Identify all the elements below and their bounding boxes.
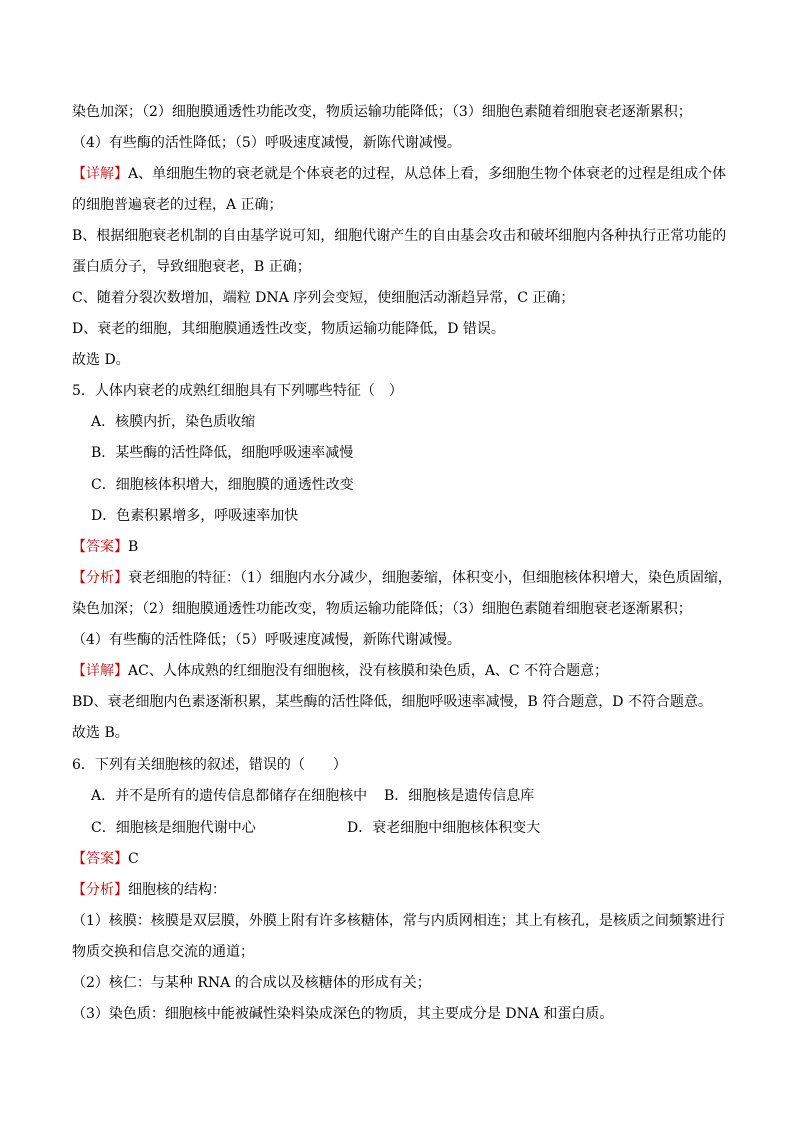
analysis-line: 【分析】细胞核的结构：	[72, 882, 226, 898]
text-line: （4）有些酶的活性降低；（5）呼吸速度减慢，新陈代谢减慢。	[72, 135, 461, 151]
text-line: 物质交换和信息交流的通道；	[72, 944, 254, 960]
option-b: B．某些酶的活性降低，细胞呼吸速率减慢	[91, 445, 354, 461]
analysis-label: 【分析】	[72, 882, 128, 898]
text-line: 蛋白质分子，导致细胞衰老，B 正确；	[72, 259, 311, 275]
answer-line: 【答案】B	[72, 539, 139, 555]
option-d: D．色素积累增多，呼吸速率加快	[91, 508, 299, 524]
text-line: 故选 B。	[72, 725, 129, 741]
question-6-stem: 6．下列有关细胞核的叙述，错误的（ ）	[72, 757, 347, 773]
detail-line: 【详解】A、单细胞生物的衰老就是个体衰老的过程，从总体上看，多细胞生物个体衰老的过程是组成个体	[72, 166, 727, 182]
detail-line: 【详解】AC、人体成熟的红细胞没有细胞核，没有核膜和染色质，A、C 不符合题意；	[72, 663, 609, 679]
text-line: C、随着分裂次数增加，端粒 DNA 序列会变短，使细胞活动渐趋异常，C 正确；	[72, 290, 575, 306]
option-a: A．核膜内折，染色质收缩	[91, 414, 256, 430]
analysis-label: 【分析】	[72, 570, 128, 586]
option-c: C．细胞核体积增大，细胞膜的通透性改变	[91, 477, 354, 493]
text-line: 的细胞普遍衰老的过程，A 正确；	[72, 197, 283, 213]
text-line: （1）核膜：核膜是双层膜，外膜上附有许多核糖体，常与内质网相连；其上有核孔，是核质之间频繁进行	[72, 913, 725, 929]
text-line: 染色加深；（2）细胞膜通透性功能改变，物质运输功能降低；（3）细胞色素随着细胞衰老逐渐累积；	[72, 601, 692, 617]
text-line: （2）核仁：与某种 RNA 的合成以及核糖体的形成有关；	[72, 975, 431, 991]
answer-label: 【答案】	[72, 539, 128, 555]
analysis-line: 【分析】衰老细胞的特征：（1）细胞内水分减少，细胞萎缩，体积变小，但细胞核体积增大，染色质固缩，	[72, 570, 732, 586]
question-5-stem: 5．人体内衰老的成熟红细胞具有下列哪些特征（ ）	[72, 383, 403, 399]
text-line: （4）有些酶的活性降低；（5）呼吸速度减慢，新陈代谢减慢。	[72, 632, 461, 648]
detail-label: 【详解】	[72, 663, 128, 679]
option-b: B．细胞核是遗传信息库	[384, 788, 535, 804]
text-line: （3）染色质：细胞核中能被碱性染料染成深色的物质，其主要成分是 DNA 和蛋白质。	[72, 1006, 614, 1022]
detail-label: 【详解】	[72, 166, 128, 182]
text-line: B、根据细胞衰老机制的自由基学说可知，细胞代谢产生的自由基会攻击和破坏细胞内各种执行正常功能的	[72, 228, 727, 244]
option-d: D．衰老细胞中细胞核体积变大	[347, 820, 541, 836]
answer-line: 【答案】C	[72, 851, 139, 867]
text-line: BD、衰老细胞内色素逐渐积累，某些酶的活性降低，细胞呼吸速率减慢，B 符合题意，D 不符合题意。	[72, 694, 712, 710]
text-line: 故选 D。	[72, 352, 130, 368]
option-a: A．并不是所有的遗传信息都储存在细胞核中	[91, 788, 368, 804]
answer-label: 【答案】	[72, 851, 128, 867]
option-c: C．细胞核是细胞代谢中心	[91, 820, 256, 836]
text-line: D、衰老的细胞，其细胞膜通透性改变，物质运输功能降低，D 错误。	[72, 321, 505, 337]
text-line: 染色加深；（2）细胞膜通透性功能改变，物质运输功能降低；（3）细胞色素随着细胞衰老逐渐累积；	[72, 104, 692, 120]
